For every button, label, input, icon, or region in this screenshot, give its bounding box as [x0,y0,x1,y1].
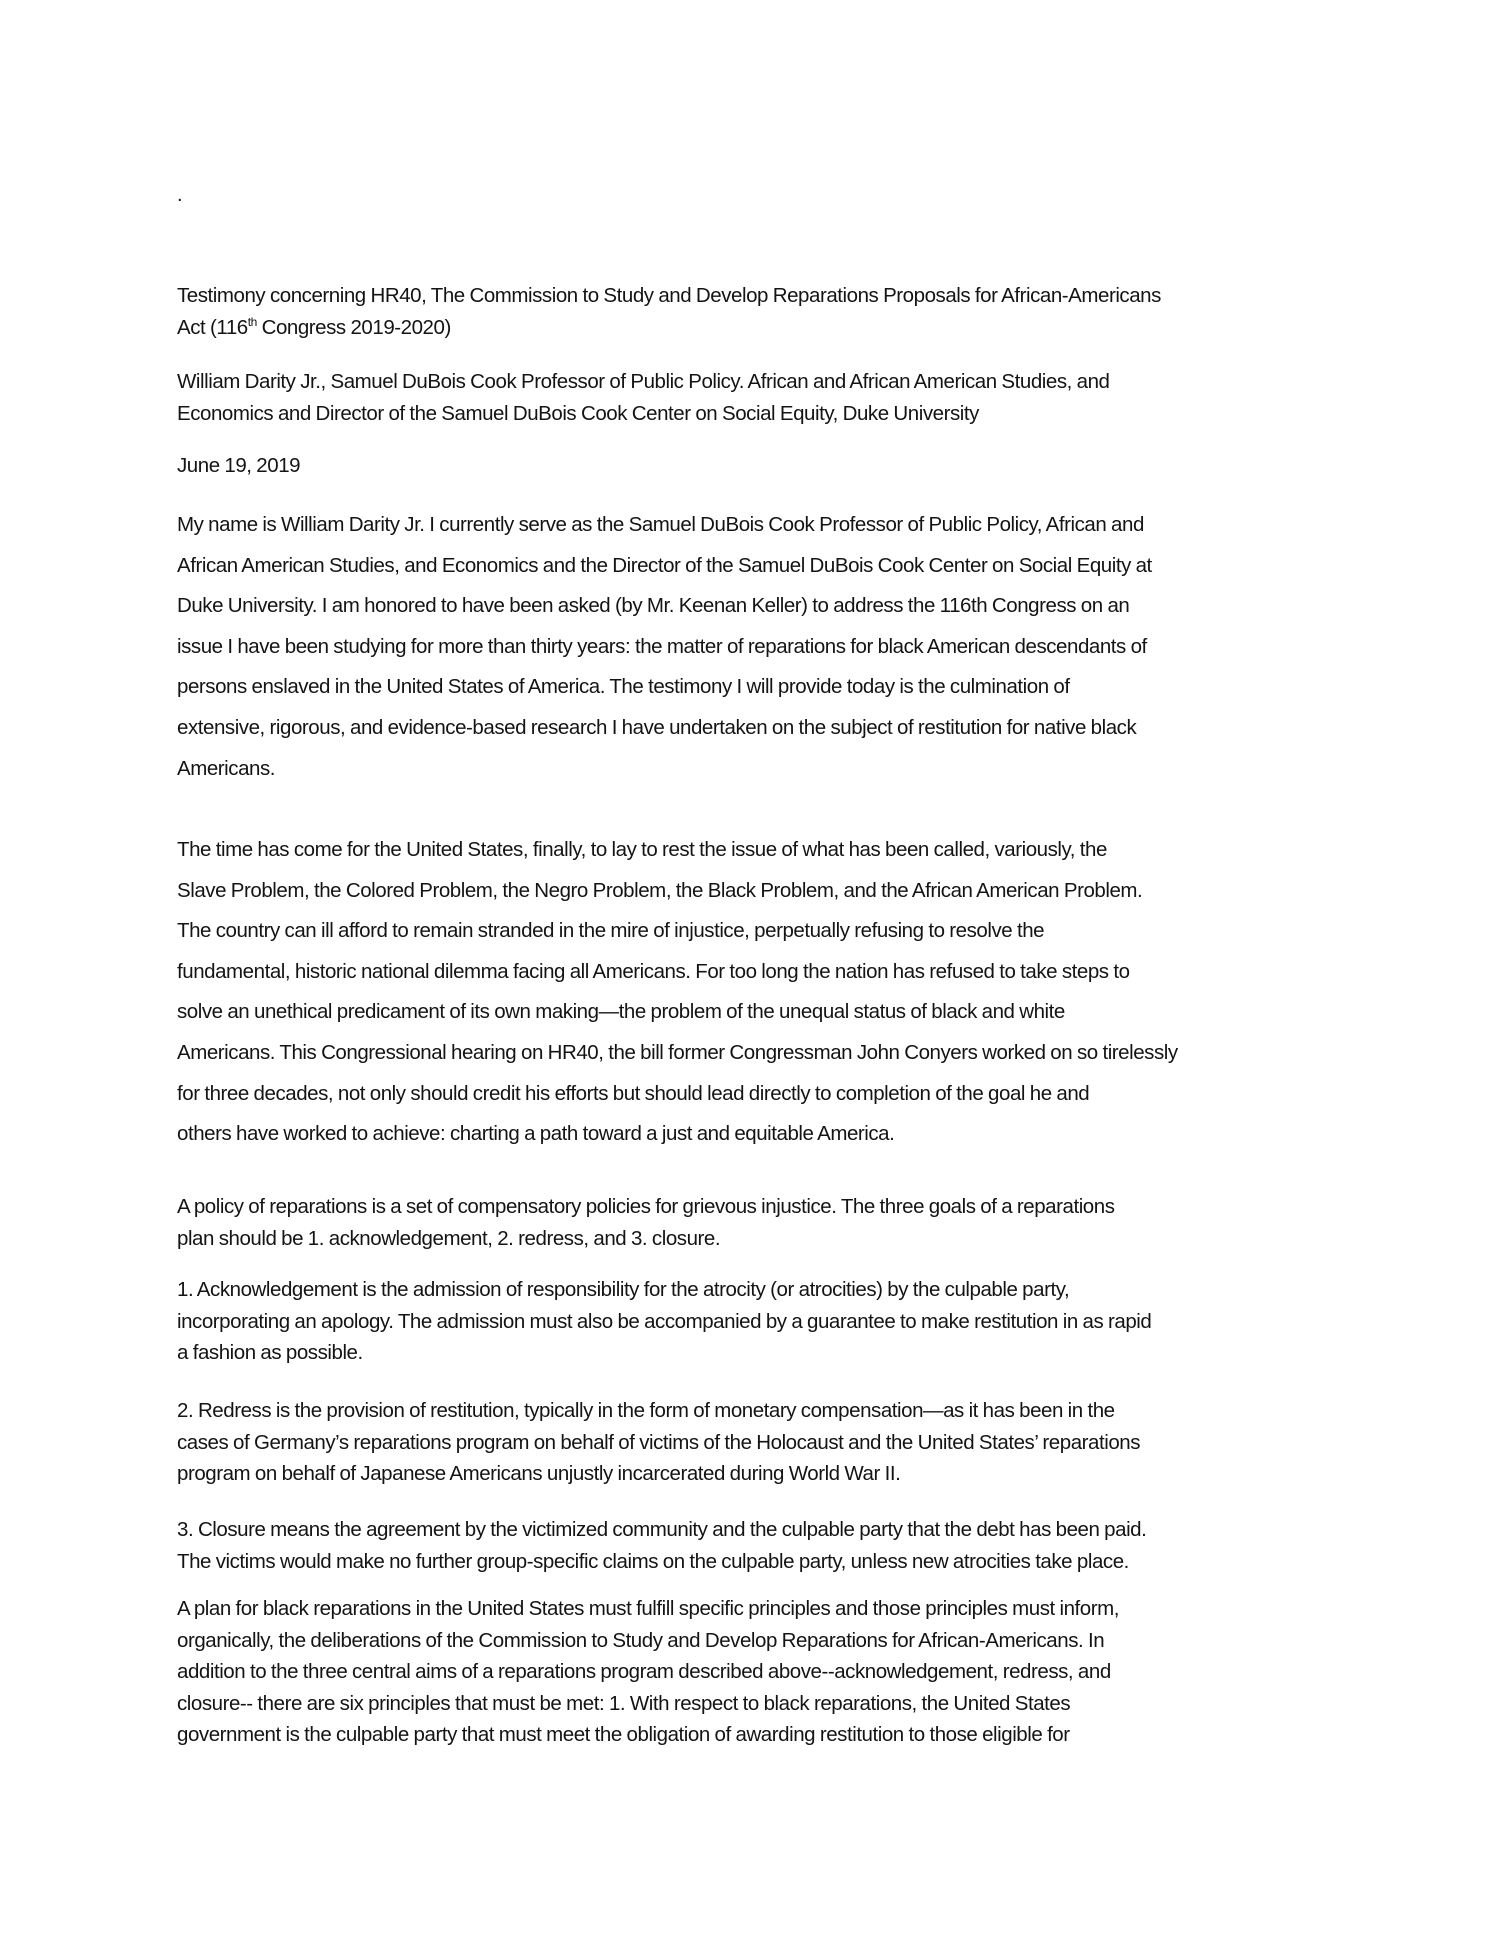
paragraph-line: 3. Closure means the agreement by the victimized community and the culpable party that the debt has been paid. [177,1518,1147,1541]
paragraph-line: others have worked to achieve: charting a path toward a just and equitable America. [177,1122,895,1146]
paragraph-introduction [177,505,1337,789]
paragraph-line: issue I have been studying for more than thirty years: the matter of reparations for black American descendants of [177,634,1147,658]
paragraph-line: extensive, rigorous, and evidence-based research I have undertaken on the subject of restitution for native black [177,715,1137,739]
paragraph-line: plan should be 1. acknowledgement, 2. redress, and 3. closure. [177,1226,721,1250]
author-line: William Darity Jr., Samuel DuBois Cook Professor of Public Policy. African and African American Studies, and [177,370,1110,393]
date-text: June 19, 2019 [177,454,301,477]
paragraph-line: 1. Acknowledgement is the admission of responsibility for the atrocity (or atrocities) by the culpable party, [177,1278,1070,1301]
paragraph-line: cases of Germany’s reparations program on behalf of victims of the Holocaust and the United States’ reparations [177,1430,1141,1454]
paragraph-line: solve an unethical predicament of its own making—the problem of the unequal status of black and white [177,1000,1065,1024]
paragraph-principles [177,1593,1337,1751]
testimony-date [177,450,1337,482]
ordinal-superscript: th [247,314,257,329]
paragraph-line: A plan for black reparations in the United States must fulfill specific principles and those principles must inform, [177,1597,1119,1620]
title-line-2 [177,312,1337,344]
title-line-2-prefix: Act (116 [177,315,248,339]
paragraph-line: The country can ill afford to remain stranded in the mire of injustice, perpetually refusing to resolve the [177,919,1045,943]
paragraph-line: Americans. This Congressional hearing on HR40, the bill former Congressman John Conyers worked on so tirelessly [177,1040,1178,1064]
paragraph-line: African American Studies, and Economics and the Director of the Samuel DuBois Cook Center on Social Equity at [177,553,1152,577]
paragraph-line: A policy of reparations is a set of compensatory policies for grievous injustice. The three goals of a reparations [177,1195,1115,1218]
paragraph-policy-definition [177,1191,1337,1254]
stray-mark: . [177,184,183,206]
goal-closure [177,1514,1337,1577]
paragraph-line: Duke University. I am honored to have been asked (by Mr. Keenan Keller) to address the 116th Congress on an [177,594,1130,618]
paragraph-line: government is the culpable party that must meet the obligation of awarding restitution to those eligible for [177,1723,1070,1746]
author-line: Economics and Director of the Samuel DuBois Cook Center on Social Equity, Duke University [177,401,979,425]
paragraph-line: persons enslaved in the United States of America. The testimony I will provide today is the culmination of [177,675,1070,699]
paragraph-line: The victims would make no further group-specific claims on the culpable party, unless new atrocities take place. [177,1549,1129,1573]
document-title [177,280,1337,343]
paragraph-line: for three decades, not only should credit his efforts but should lead directly to completion of the goal he and [177,1081,1090,1105]
title-line-2-suffix: Congress 2019-2020) [256,315,451,339]
paragraph-line: My name is William Darity Jr. I currently serve as the Samuel DuBois Cook Professor of Public Policy, African and [177,513,1144,536]
paragraph-line: closure-- there are six principles that must be met: 1. With respect to black reparations, the United States [177,1691,1071,1715]
author-affiliation [177,366,1337,429]
title-line-1: Testimony concerning HR40, The Commission to Study and Develop Reparations Proposals for African-Americans [177,284,1161,307]
goal-redress [177,1395,1337,1490]
paragraph-line: incorporating an apology. The admission must also be accompanied by a guarantee to make restitution in as rapid [177,1309,1152,1333]
paragraph-line: a fashion as possible. [177,1341,363,1364]
paragraph-line: The time has come for the United States, finally, to lay to rest the issue of what has been called, variously, the [177,838,1107,861]
paragraph-line: addition to the three central aims of a reparations program described above--acknowledgement, redress, and [177,1660,1111,1683]
paragraph-line: organically, the deliberations of the Commission to Study and Develop Reparations for African-Americans. In [177,1628,1105,1652]
paragraph-time-has-come [177,830,1337,1155]
paragraph-line: Americans. [177,756,276,780]
paragraph-line: program on behalf of Japanese Americans unjustly incarcerated during World War II. [177,1462,901,1485]
goal-acknowledgement [177,1274,1337,1369]
paragraph-line: 2. Redress is the provision of restitution, typically in the form of monetary compensation—as it has been in the [177,1399,1115,1422]
paragraph-line: fundamental, historic national dilemma facing all Americans. For too long the nation has refused to take steps to [177,959,1130,983]
paragraph-line: Slave Problem, the Colored Problem, the Negro Problem, the Black Problem, and the African American Problem. [177,878,1143,902]
